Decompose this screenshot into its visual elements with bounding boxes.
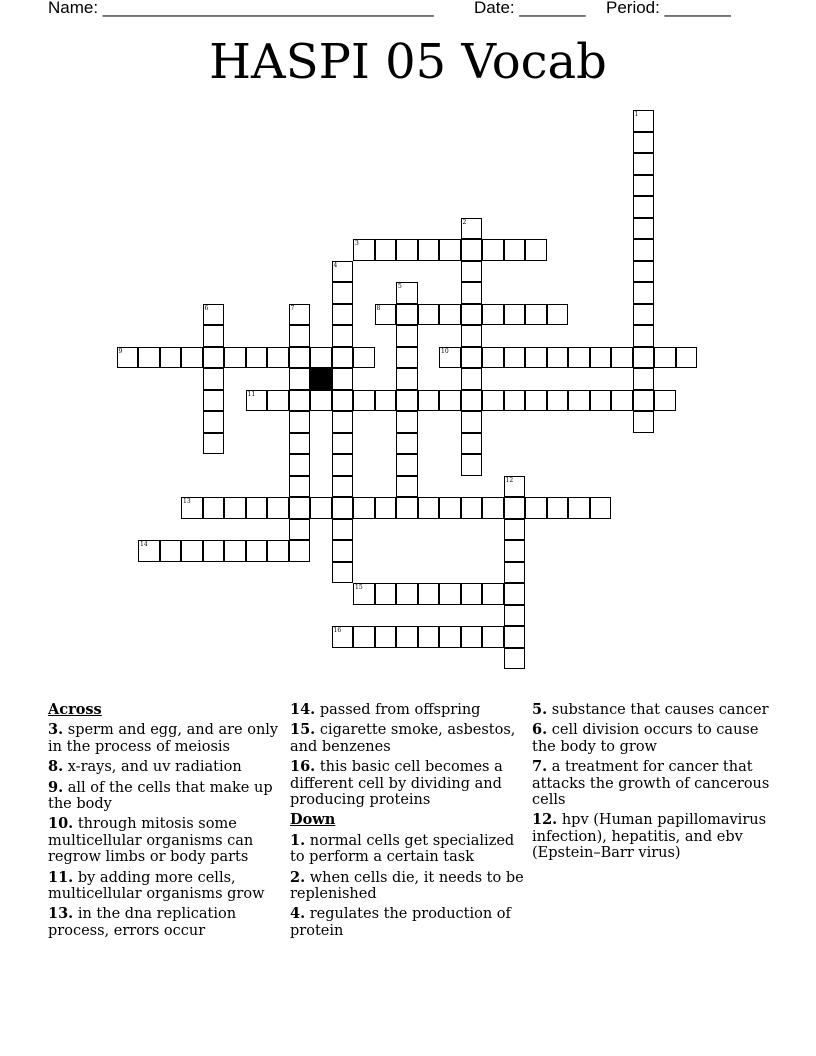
clue-item-text: this basic cell becomes a different cell by dividing and producing proteins — [290, 759, 503, 809]
clue-item-text: x-rays, and uv radiation — [63, 759, 242, 776]
down-heading: Down — [290, 811, 336, 829]
grid-cell[interactable] — [461, 282, 483, 304]
grid-cell[interactable] — [246, 497, 268, 519]
clue-item-text: in the dna replication process, errors occur — [48, 906, 237, 939]
grid-cell[interactable] — [504, 562, 526, 584]
grid-cell[interactable] — [203, 540, 225, 562]
clues-column-2 — [290, 702, 530, 943]
grid-cell[interactable] — [332, 540, 354, 562]
grid-cell[interactable] — [289, 304, 311, 326]
clue-number: 9 — [118, 347, 123, 355]
grid-cell[interactable] — [590, 347, 612, 369]
grid-cell[interactable] — [504, 626, 526, 648]
grid-cell[interactable] — [181, 540, 203, 562]
grid-cell[interactable] — [461, 454, 483, 476]
grid-cell[interactable] — [461, 325, 483, 347]
clue-item-number: 8. — [48, 758, 64, 776]
grid-cell[interactable] — [504, 497, 526, 519]
grid-cell[interactable] — [224, 497, 246, 519]
grid-cell[interactable] — [504, 583, 526, 605]
clue-item — [532, 722, 772, 755]
grid-cell[interactable] — [633, 411, 655, 433]
grid-cell[interactable] — [461, 433, 483, 455]
grid-cell[interactable] — [461, 497, 483, 519]
grid-cell[interactable] — [482, 347, 504, 369]
grid-cell[interactable] — [224, 347, 246, 369]
grid-cell[interactable] — [439, 347, 461, 369]
grid-cell[interactable] — [160, 347, 182, 369]
clue-item-text: normal cells get specialized to perform a certain task — [290, 832, 515, 866]
grid-cell[interactable] — [332, 433, 354, 455]
grid-cell[interactable] — [246, 390, 268, 412]
grid-cell[interactable] — [568, 497, 590, 519]
clue-number: 5 — [398, 283, 402, 290]
grid-cell[interactable] — [396, 304, 418, 326]
grid-cell[interactable] — [289, 433, 311, 455]
clues-column-3 — [532, 702, 772, 866]
grid-cell[interactable] — [461, 304, 483, 326]
grid-cell[interactable] — [375, 583, 397, 605]
grid-cell[interactable] — [482, 626, 504, 648]
grid-cell[interactable] — [633, 153, 655, 175]
grid-cell[interactable] — [353, 239, 375, 261]
grid-cell[interactable] — [396, 433, 418, 455]
clue-item — [48, 816, 288, 865]
grid-cell[interactable] — [633, 218, 655, 240]
clue-item-number: 2. — [290, 868, 306, 886]
grid-cell[interactable] — [396, 239, 418, 261]
grid-cell[interactable] — [203, 325, 225, 347]
grid-cell[interactable] — [396, 390, 418, 412]
grid-cell[interactable] — [224, 540, 246, 562]
grid-cell[interactable] — [289, 325, 311, 347]
grid-cell[interactable] — [396, 325, 418, 347]
grid-cell[interactable] — [310, 390, 332, 412]
clue-item-number: 4. — [290, 905, 306, 923]
grid-cell[interactable] — [633, 175, 655, 197]
grid-cell[interactable] — [289, 454, 311, 476]
clue-number: 15 — [355, 584, 363, 591]
grid-cell[interactable] — [332, 411, 354, 433]
clue-item-number: 1. — [290, 831, 306, 849]
grid-cell[interactable] — [568, 390, 590, 412]
grid-cell[interactable] — [332, 519, 354, 541]
grid-cell[interactable] — [461, 218, 483, 240]
grid-cell[interactable] — [504, 605, 526, 627]
grid-cell[interactable] — [654, 347, 676, 369]
clue-item-number: 16. — [290, 758, 316, 776]
across-clue-list-continued — [290, 702, 530, 808]
grid-cell[interactable] — [525, 390, 547, 412]
grid-cell[interactable] — [568, 347, 590, 369]
clue-item-text: through mitosis some multicellular organisms can regrow limbs or body parts — [48, 816, 254, 866]
clue-item — [48, 870, 288, 903]
clue-item-text: regulates the production of protein — [290, 906, 511, 939]
grid-cell[interactable] — [633, 261, 655, 283]
clue-number: 8 — [376, 304, 381, 312]
clue-item-number: 9. — [48, 778, 64, 796]
grid-cell[interactable] — [375, 304, 397, 326]
clue-item-text: when cells die, it needs to be replenished — [290, 869, 524, 903]
clue-item-text: all of the cells that make up the body — [48, 779, 273, 813]
grid-cell[interactable] — [396, 497, 418, 519]
clue-item-number: 12. — [532, 811, 558, 829]
clue-number: 12 — [505, 476, 514, 484]
grid-cell[interactable] — [203, 304, 225, 326]
clue-number: 2 — [462, 218, 467, 226]
grid-cell[interactable] — [504, 304, 526, 326]
period-field: Period: _______ — [606, 0, 731, 17]
grid-cell[interactable] — [611, 390, 633, 412]
grid-cell[interactable] — [482, 583, 504, 605]
grid-cell[interactable] — [633, 368, 655, 390]
grid-cell[interactable] — [289, 497, 311, 519]
grid-cell[interactable] — [396, 282, 418, 304]
grid-cell[interactable] — [396, 476, 418, 498]
clue-item-text: cigarette smoke, asbestos, and benzenes — [290, 722, 516, 755]
grid-cell[interactable] — [439, 304, 461, 326]
grid-cell[interactable] — [504, 519, 526, 541]
grid-cell[interactable] — [353, 347, 375, 369]
grid-cell[interactable] — [461, 368, 483, 390]
grid-cell[interactable] — [396, 411, 418, 433]
grid-cell[interactable] — [353, 583, 375, 605]
across-clue-list — [48, 722, 288, 939]
clue-number: 10 — [441, 347, 449, 355]
grid-cell[interactable] — [461, 583, 483, 605]
grid-cell[interactable] — [396, 626, 418, 648]
black-cell — [310, 368, 332, 390]
grid-cell[interactable] — [633, 347, 655, 369]
grid-cell[interactable] — [676, 347, 698, 369]
across-heading: Across — [48, 701, 102, 718]
grid-cell[interactable] — [181, 347, 203, 369]
grid-cell[interactable] — [332, 304, 354, 326]
grid-cell[interactable] — [590, 497, 612, 519]
grid-cell[interactable] — [289, 411, 311, 433]
grid-cell[interactable] — [332, 282, 354, 304]
clue-item — [532, 702, 772, 718]
grid-cell[interactable] — [633, 196, 655, 218]
clue-number: 11 — [247, 390, 256, 398]
grid-cell[interactable] — [504, 390, 526, 412]
clue-item-number: 14. — [290, 701, 316, 718]
date-field: Date: _______ — [474, 0, 586, 17]
clue-item-text: cell division occurs to cause the body to grow — [532, 722, 759, 755]
grid-cell[interactable] — [267, 540, 289, 562]
grid-cell[interactable] — [332, 261, 354, 283]
grid-cell[interactable] — [482, 390, 504, 412]
grid-cell[interactable] — [439, 583, 461, 605]
clue-item-text: a treatment for cancer that attacks the growth of cancerous cells — [532, 759, 770, 809]
grid-cell[interactable] — [160, 540, 182, 562]
grid-cell[interactable] — [203, 411, 225, 433]
grid-cell[interactable] — [289, 476, 311, 498]
grid-cell[interactable] — [246, 540, 268, 562]
grid-cell[interactable] — [504, 239, 526, 261]
grid-cell[interactable] — [418, 239, 440, 261]
grid-cell[interactable] — [439, 239, 461, 261]
grid-cell[interactable] — [353, 626, 375, 648]
grid-cell[interactable] — [654, 390, 676, 412]
grid-cell[interactable] — [353, 497, 375, 519]
grid-cell[interactable] — [482, 497, 504, 519]
grid-cell[interactable] — [332, 562, 354, 584]
grid-cell[interactable] — [633, 239, 655, 261]
clue-item-text: passed from offspring — [315, 702, 481, 718]
grid-cell[interactable] — [482, 239, 504, 261]
grid-cell[interactable] — [418, 497, 440, 519]
grid-cell[interactable] — [353, 390, 375, 412]
down-clue-list — [290, 833, 530, 939]
grid-cell[interactable] — [418, 390, 440, 412]
clue-number: 13 — [183, 498, 191, 505]
clue-item — [290, 722, 530, 755]
clue-item — [290, 702, 530, 718]
grid-cell[interactable] — [375, 497, 397, 519]
grid-cell[interactable] — [138, 347, 160, 369]
clue-number: 6 — [204, 304, 209, 312]
grid-cell[interactable] — [289, 390, 311, 412]
clue-item-text: sperm and egg, and are only in the process of meiosis — [48, 722, 279, 755]
grid-cell[interactable] — [525, 347, 547, 369]
grid-cell[interactable] — [418, 304, 440, 326]
grid-cell[interactable] — [633, 325, 655, 347]
grid-cell[interactable] — [332, 368, 354, 390]
grid-cell[interactable] — [310, 497, 332, 519]
grid-cell[interactable] — [461, 390, 483, 412]
grid-cell[interactable] — [289, 519, 311, 541]
grid-cell[interactable] — [590, 390, 612, 412]
clue-item-number: 15. — [290, 721, 316, 739]
page-title: HASPI 05 Vocab — [209, 34, 607, 90]
grid-cell[interactable] — [289, 347, 311, 369]
grid-cell[interactable] — [547, 497, 569, 519]
clues-column-1 — [48, 702, 288, 943]
grid-cell[interactable] — [289, 368, 311, 390]
grid-cell[interactable] — [439, 390, 461, 412]
grid-cell[interactable] — [525, 497, 547, 519]
clue-item — [48, 759, 288, 775]
clue-item — [532, 812, 772, 861]
grid-cell[interactable] — [439, 497, 461, 519]
grid-cell[interactable] — [267, 390, 289, 412]
grid-cell[interactable] — [482, 304, 504, 326]
clue-item — [290, 759, 530, 808]
grid-cell[interactable] — [547, 304, 569, 326]
clue-item — [290, 833, 530, 866]
grid-cell[interactable] — [375, 390, 397, 412]
grid-cell[interactable] — [332, 454, 354, 476]
grid-cell[interactable] — [461, 347, 483, 369]
grid-cell[interactable] — [203, 347, 225, 369]
clue-number: 1 — [634, 111, 639, 118]
grid-cell[interactable] — [267, 497, 289, 519]
grid-cell[interactable] — [203, 368, 225, 390]
grid-cell[interactable] — [203, 497, 225, 519]
grid-cell[interactable] — [332, 325, 354, 347]
grid-cell[interactable] — [547, 347, 569, 369]
clue-item — [48, 906, 288, 939]
grid-cell[interactable] — [461, 239, 483, 261]
clue-item-number: 6. — [532, 721, 548, 739]
grid-cell[interactable] — [547, 390, 569, 412]
clue-item — [48, 722, 288, 755]
clue-item — [48, 780, 288, 813]
grid-cell[interactable] — [332, 497, 354, 519]
grid-cell[interactable] — [396, 368, 418, 390]
grid-cell[interactable] — [375, 239, 397, 261]
grid-cell[interactable] — [375, 626, 397, 648]
grid-cell[interactable] — [246, 347, 268, 369]
grid-cell[interactable] — [633, 304, 655, 326]
name-field: Name: ___________________________________ — [48, 0, 434, 17]
grid-cell[interactable] — [611, 347, 633, 369]
grid-cell[interactable] — [504, 648, 526, 670]
clue-item-text: by adding more cells, multicellular organisms grow — [48, 869, 265, 903]
grid-cell[interactable] — [418, 626, 440, 648]
clue-number: 14 — [140, 541, 148, 548]
clue-number: 7 — [290, 304, 295, 312]
grid-cell[interactable] — [633, 110, 655, 132]
clue-number: 16 — [333, 627, 342, 634]
clue-item-number: 10. — [48, 815, 74, 833]
grid-cell[interactable] — [181, 497, 203, 519]
grid-cell[interactable] — [461, 626, 483, 648]
grid-cell[interactable] — [203, 433, 225, 455]
grid-cell[interactable] — [633, 282, 655, 304]
clue-item-text: substance that causes cancer — [547, 702, 769, 718]
clue-item-number: 7. — [532, 758, 548, 776]
grid-cell[interactable] — [396, 347, 418, 369]
grid-cell[interactable] — [267, 347, 289, 369]
grid-cell[interactable] — [633, 390, 655, 412]
grid-cell[interactable] — [504, 347, 526, 369]
grid-cell[interactable] — [418, 583, 440, 605]
clue-item — [290, 906, 530, 939]
clue-item-number: 13. — [48, 905, 74, 923]
grid-cell[interactable] — [396, 454, 418, 476]
grid-cell[interactable] — [203, 390, 225, 412]
grid-cell[interactable] — [289, 540, 311, 562]
clue-item — [290, 870, 530, 903]
grid-cell[interactable] — [310, 347, 332, 369]
clue-item — [532, 759, 772, 808]
grid-cell[interactable] — [461, 261, 483, 283]
grid-cell[interactable] — [633, 132, 655, 154]
clue-item-number: 11. — [48, 868, 74, 886]
grid-cell[interactable] — [117, 347, 139, 369]
clue-number: 4 — [333, 261, 338, 269]
grid-cell[interactable] — [525, 239, 547, 261]
grid-cell[interactable] — [332, 476, 354, 498]
grid-cell[interactable] — [525, 304, 547, 326]
clue-item-text: hpv (Human papillomavirus infection), hepatitis, and ebv (Epstein–Barr virus) — [532, 812, 767, 862]
clue-item-number: 5. — [532, 701, 548, 718]
grid-cell[interactable] — [138, 540, 160, 562]
grid-cell[interactable] — [332, 626, 354, 648]
grid-cell[interactable] — [396, 583, 418, 605]
clue-item-number: 3. — [48, 721, 64, 739]
grid-cell[interactable] — [461, 411, 483, 433]
grid-cell[interactable] — [504, 540, 526, 562]
clue-number: 3 — [355, 240, 359, 247]
down-clue-list-continued — [532, 702, 772, 862]
grid-cell[interactable] — [439, 626, 461, 648]
grid-cell[interactable] — [332, 347, 354, 369]
grid-cell[interactable] — [504, 476, 526, 498]
grid-cell[interactable] — [332, 390, 354, 412]
